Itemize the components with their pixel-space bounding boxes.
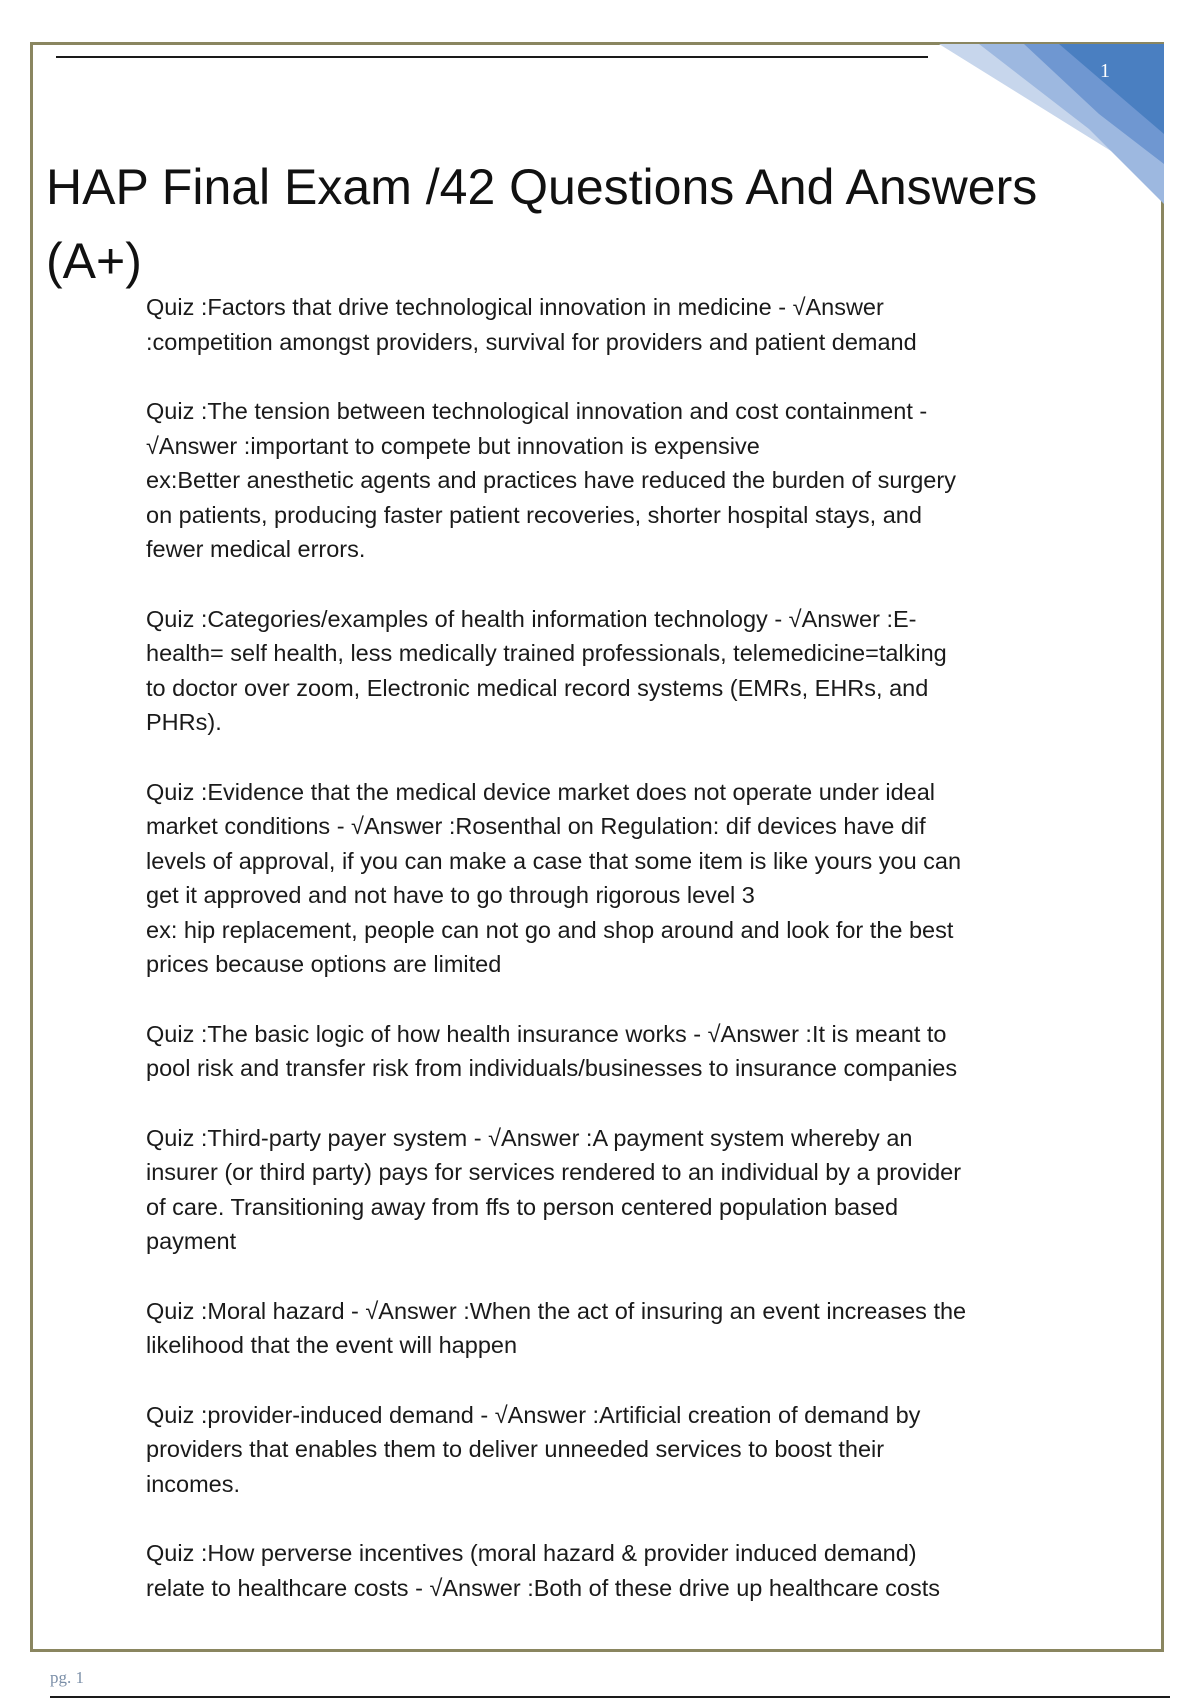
qa-line: :competition amongst providers, survival for providers and patient demand: [146, 328, 917, 355]
qa-line: levels of approval, if you can make a case that some item is like yours you can: [146, 847, 962, 874]
qa-line: Quiz :The basic logic of how health insurance works - √Answer :It is meant to: [146, 1020, 947, 1047]
qa-line: to doctor over zoom, Electronic medical record systems (EMRs, EHRs, and: [146, 674, 929, 701]
qa-line: pool risk and transfer risk from individuals/businesses to insurance companies: [146, 1055, 958, 1081]
qa-item: [146, 602, 1056, 740]
title-line-1: HAP Final Exam /42 Questions And Answers: [46, 159, 1038, 215]
qa-line: incomes.: [146, 1470, 241, 1497]
qa-line: ex: hip replacement, people can not go and shop around and look for the best: [146, 916, 954, 943]
qa-line: fewer medical errors.: [146, 536, 366, 562]
qa-list: [146, 290, 1056, 1640]
qa-line: √Answer :important to compete but innovation is expensive: [146, 432, 760, 459]
qa-item: [146, 1398, 1056, 1502]
page-footer-label: pg. 1: [50, 1668, 84, 1687]
qa-line: providers that enables them to deliver unneeded services to boost their: [146, 1436, 885, 1462]
qa-line: get it approved and not have to go through rigorous level 3: [146, 882, 755, 908]
qa-line: Quiz :Evidence that the medical device market does not operate under ideal: [146, 778, 936, 805]
qa-line: Quiz :How perverse incentives (moral hazard & provider induced demand): [146, 1540, 917, 1566]
qa-item: [146, 1536, 1056, 1605]
qa-item: [146, 775, 1056, 982]
qa-line: ex:Better anesthetic agents and practices have reduced the burden of surgery: [146, 467, 956, 493]
page-number: 1: [1100, 60, 1110, 82]
qa-line: of care. Transitioning away from ffs to person centered population based: [146, 1193, 899, 1220]
document-title: [46, 150, 1096, 298]
qa-line: health= self health, less medically trained professionals, telemedicine=talking: [146, 640, 947, 666]
qa-line: on patients, producing faster patient recoveries, shorter hospital stays, and: [146, 501, 922, 528]
qa-line: Quiz :Factors that drive technological innovation in medicine - √Answer: [146, 294, 884, 320]
header-rule: [56, 56, 928, 58]
title-line-2: (A+): [46, 233, 142, 289]
qa-line: likelihood that the event will happen: [146, 1332, 518, 1358]
qa-line: Quiz :Categories/examples of health information technology - √Answer :E-: [146, 605, 917, 632]
qa-line: Quiz :Third-party payer system - √Answer :A payment system whereby an: [146, 1124, 913, 1151]
qa-line: prices because options are limited: [146, 951, 502, 977]
qa-line: relate to healthcare costs - √Answer :Both of these drive up healthcare costs: [146, 1574, 941, 1601]
qa-line: Quiz :Moral hazard - √Answer :When the act of insuring an event increases the: [146, 1297, 967, 1324]
qa-line: payment: [146, 1228, 237, 1254]
qa-line: market conditions - √Answer :Rosenthal on Regulation: dif devices have dif: [146, 813, 926, 839]
qa-item: [146, 394, 1056, 567]
footer-rule: [50, 1696, 1170, 1698]
qa-line: PHRs).: [146, 709, 222, 735]
qa-item: [146, 1121, 1056, 1259]
qa-item: [146, 1294, 1056, 1363]
qa-line: insurer (or third party) pays for services rendered to an individual by a provider: [146, 1159, 962, 1185]
qa-line: Quiz :The tension between technological innovation and cost containment -: [146, 398, 928, 424]
qa-line: Quiz :provider-induced demand - √Answer :Artificial creation of demand by: [146, 1401, 921, 1428]
qa-item: [146, 290, 1056, 359]
qa-item: [146, 1017, 1056, 1086]
